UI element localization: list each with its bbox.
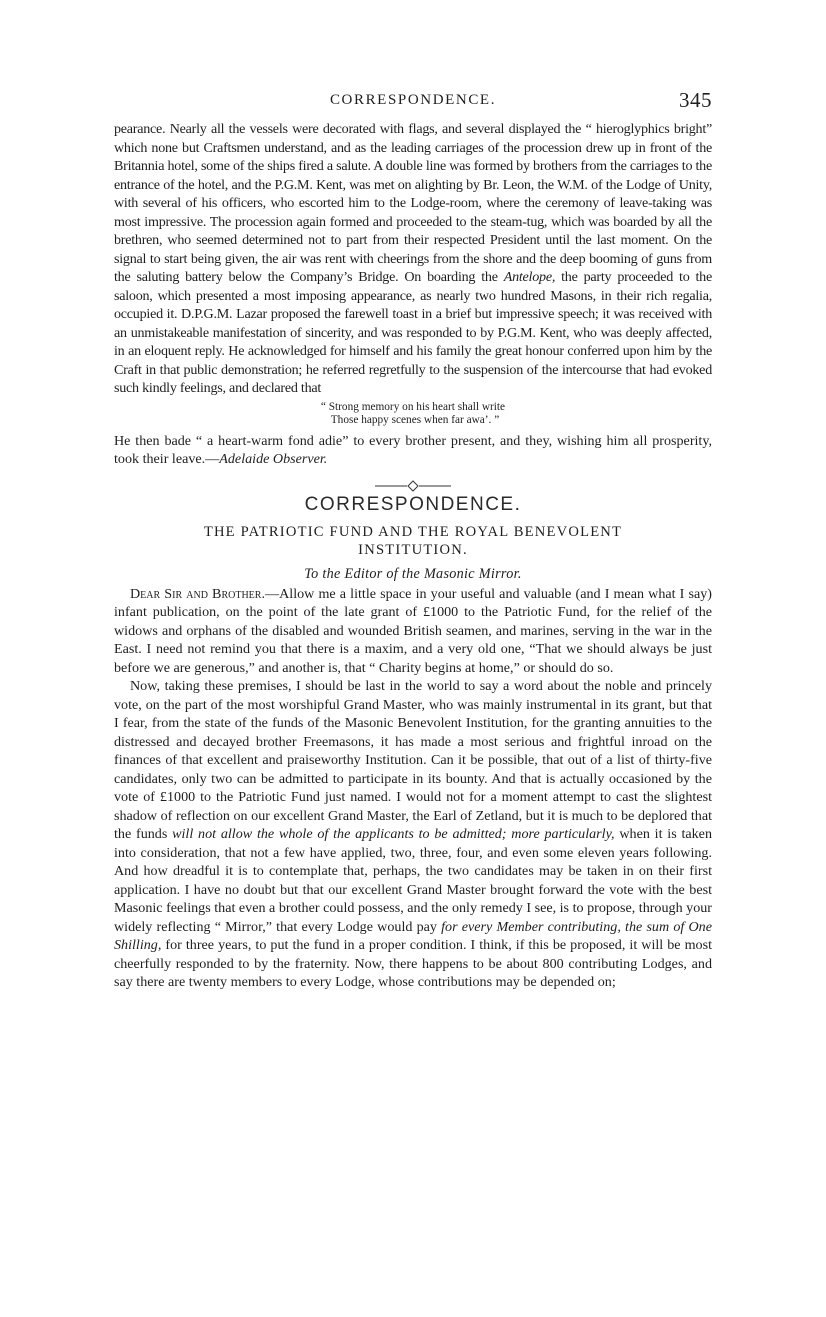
letter-text: when it is taken into consideration, that not a few have applied, two, three, four, and even some eleven years following. And how dreadful it is to contemplate that, perhaps, the two candidates may be taken in on their first application. I have no doubt but that our excellent Grand Master brought forward the vote with the best Masonic feelings that even a brother could possess, and the only remedy I see, is to propose, through your widely reflecting “ Mirror,” that every Lodge would pay <box>114 826 712 935</box>
article-title: THE PATRIOTIC FUND AND THE ROYAL BENEVOLENT INSTITUTION. <box>203 523 623 558</box>
closing-text: He then bade “ a heart-warm fond adie” to every brother present, and they, wishing him all prosperity, took their leave.— <box>114 432 712 467</box>
page-number: 345 <box>679 88 712 112</box>
section-divider-ornament <box>114 479 712 491</box>
source-credit: Adelaide Observer. <box>219 451 328 467</box>
paragraph-text-continued: the party proceeded to the saloon, which presented a most imposing appearance, as nearly two hundred Masons, in their rich regalia, occupied it. D.P.G.M. Lazar proposed the farewell toast in a brief but impressive speech; it was received with an unmistakeable manifestation of sincerity, and was responded to by P.G.M. Kent, who was deeply affected, in an eloquent reply. He acknowledged for himself and his family the great honour conferred upon him by the Craft in that public demonstration; he referred regretfully to the suspension of the intercourse that had evoked such kindly feelings, and declared that <box>114 269 712 396</box>
verse-line: “ Strong memory on his heart shall write <box>320 400 506 413</box>
letter-text: for three years, to put the fund in a proper condition. I think, if this be proposed, it will be most cheerfully responded to by the fraternity. Now, there happens to be about 800 contributing Lodges, and say there are twenty members to every Lodge, whose contributions may be depended on; <box>114 937 712 990</box>
letter-paragraph <box>114 585 712 678</box>
running-head <box>114 86 712 120</box>
salutation: Dear Sir and Brother. <box>130 585 265 602</box>
letter-italic-text: will not allow the whole of the applicants to be admitted; more particularly, <box>172 826 615 842</box>
letter-text: Now, taking these premises, I should be last in the world to say a word about the noble and princely vote, on the part of the most worshipful Grand Master, who was mainly instrumental in its grant, but that I fear, from the state of the funds of the Masonic Benevolent Institution, for the granting annuities to the distressed and decayed brother Freemasons, it has made a most serious and frightful inroad on the finances of that excellent and praiseworthy Institution. Can it be possible, that out of a list of thirty-five candidates, only two can be admitted to participate in its bounty. And that is actually occasioned by the vote of £1000 to the Patriotic Fund just named. I would not for a moment attempt to cast the slightest shadow of reflection on our excellent Grand Master, the Earl of Zetland, but it is much to be deplored that the funds <box>114 678 712 842</box>
closing-paragraph <box>114 432 712 469</box>
section-title: CORRESPONDENCE. <box>304 493 522 515</box>
paragraph-text: pearance. Nearly all the vessels were decorated with flags, and several displayed the “ hieroglyphics bright” which none but Craftsmen understand, and as the leading carriages of the procession drew up in front of the Britannia hotel, some of the ships fired a salute. A double line was formed by brothers from the carriages to the entrance of the hotel, and the P.G.M. Kent, was met on alighting by Br. Leon, the W.M. of the Lodge of Unity, with several of his officers, who escorted him to the Lodge-room, where the ceremony of leave-taking was most impressive. The procession again formed and proceeded to the steam-tug, which was boarded by all the brethren, who seemed determined not to part from their respected President until the last moment. On the signal to start being given, the air was rent with cheerings from the shore and the deep booming of guns from the saluting battery below the Company’s Bridge. On boarding the <box>114 121 712 285</box>
diamond-rule-icon <box>373 480 453 492</box>
letter-paragraph <box>114 677 712 992</box>
letter-italic-text: for every Member contributing, the sum of One Shilling, <box>114 918 712 953</box>
verse-line: Those happy scenes when far awa’. ” <box>330 414 500 426</box>
letter-text: —Allow me a little space in your useful and valuable (and I mean what I say) infant publication, on the point of the late grant of £1000 to the Patriotic Fund, for the relief of the widows and orphans of the disabled and wounded British seamen, and marines, serving in the war in the East. I need not remind you that there is a maxim, and a very old one, “That we should always be just before we are generous,” and another is, that “ Charity begins at home,” or should do so. <box>114 585 712 676</box>
article-paragraph <box>114 120 712 398</box>
verse-quote <box>114 401 712 428</box>
running-title: CORRESPONDENCE. <box>329 92 497 108</box>
letter-address: To the Editor of the Masonic Mirror. <box>304 565 522 582</box>
book-page <box>114 86 712 992</box>
ship-name: Antelope, <box>503 269 556 285</box>
